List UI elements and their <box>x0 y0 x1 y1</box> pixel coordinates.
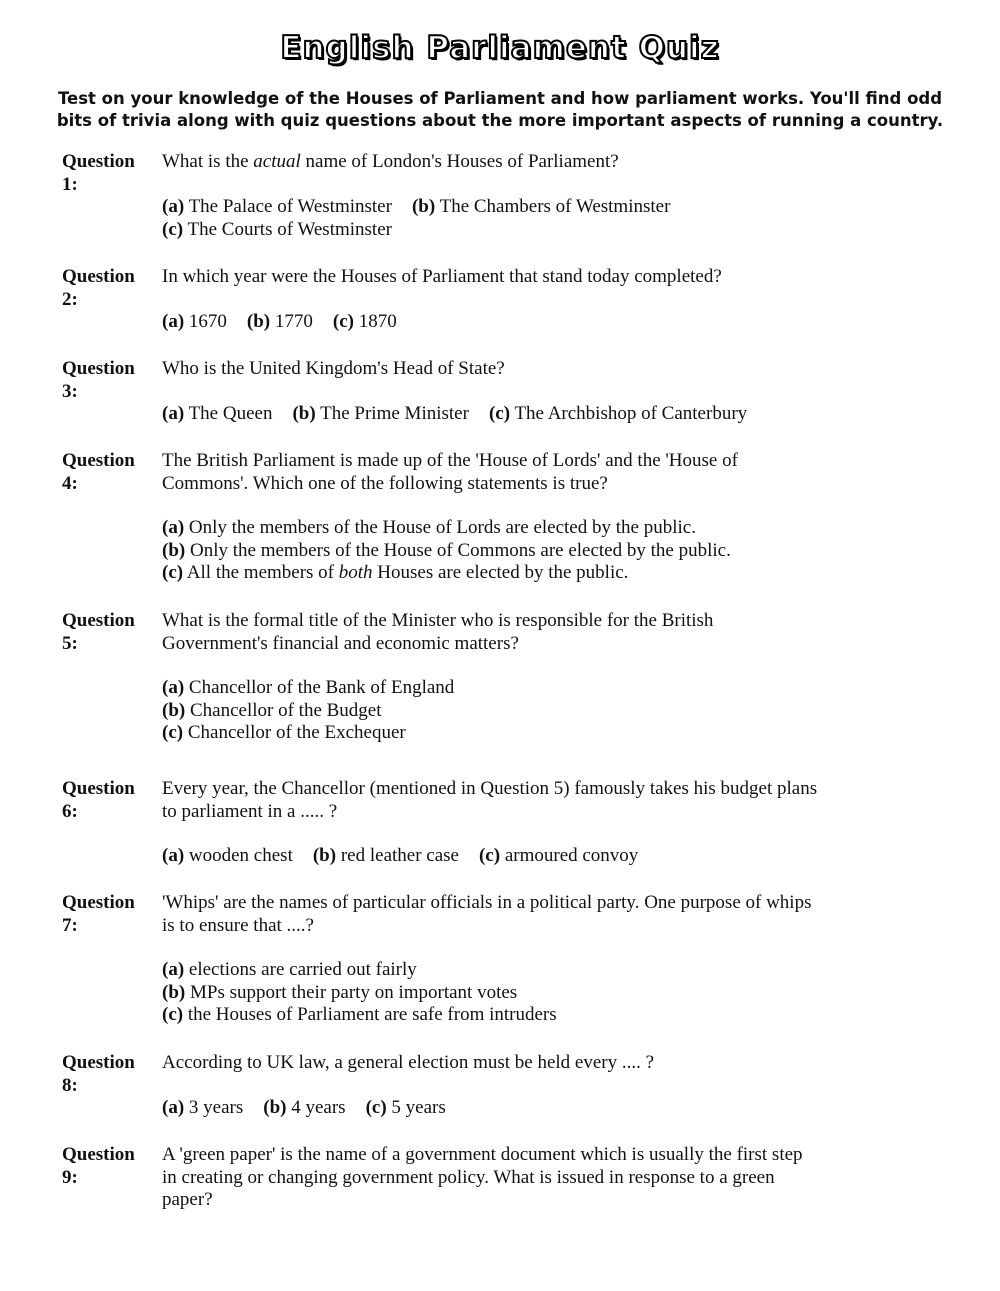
answer-options <box>162 845 822 868</box>
answer-options <box>162 403 822 426</box>
option-b[interactable]: (b) The Prime Minister <box>292 403 469 424</box>
answer-options <box>162 677 822 745</box>
question-label: Question 3: <box>62 358 135 402</box>
option-a[interactable]: (a) The Palace of Westminster <box>162 196 392 217</box>
option-b[interactable]: (b) MPs support their party on important votes <box>162 981 518 1003</box>
option-b[interactable]: (b) The Chambers of Westminster <box>411 196 671 217</box>
option-c[interactable]: (c) All the members of both Houses are elected by the public. <box>162 562 629 584</box>
question-label: Question 5: <box>62 610 135 654</box>
question-label: Question 1: <box>62 151 135 195</box>
question-text: A 'green paper' is the name of a government document which is usually the first step in creating or changing government policy. What is issued in response to a green paper? <box>162 1144 803 1211</box>
question-label: Question 9: <box>62 1144 135 1188</box>
question-label: Question 2: <box>62 266 135 310</box>
question-text: According to UK law, a general election must be held every .... ? <box>162 1052 655 1073</box>
option-a[interactable]: (a) wooden chest <box>162 845 293 866</box>
answer-options <box>162 1097 822 1120</box>
quiz-intro: Test on your knowledge of the Houses of Parliament and how parliament works. You'll find odd bits of trivia along with quiz questions about the more important aspects of running a country. <box>56 89 944 130</box>
question-text: Every year, the Chancellor (mentioned in Question 5) famously takes his budget plans to parliament in a ..... ? <box>162 778 818 822</box>
option-c[interactable]: (c) The Archbishop of Canterbury <box>488 403 748 424</box>
option-b[interactable]: (b) red leather case <box>312 845 459 866</box>
option-b[interactable]: (b) Chancellor of the Budget <box>162 699 382 721</box>
option-b[interactable]: (b) Only the members of the House of Commons are elected by the public. <box>162 539 731 561</box>
question-label: Question 6: <box>62 778 135 822</box>
question-text: What is the formal title of the Minister who is responsible for the British Government's financial and economic matters? <box>162 610 714 654</box>
option-c[interactable]: (c) The Courts of Westminster <box>162 218 392 240</box>
option-a[interactable]: (a) Only the members of the House of Lords are elected by the public. <box>162 517 696 538</box>
question-text: 'Whips' are the names of particular officials in a political party. One purpose of whips is to ensure that ....? <box>162 892 812 936</box>
question-label: Question 4: <box>62 450 135 494</box>
option-b[interactable]: (b) 1770 <box>246 311 313 332</box>
option-a[interactable]: (a) elections are carried out fairly <box>162 959 417 980</box>
answer-options <box>162 196 822 241</box>
quiz-title: English Parliament Quiz <box>280 30 720 66</box>
option-c[interactable]: (c) the Houses of Parliament are safe from intruders <box>162 1004 557 1026</box>
option-c[interactable]: (c) Chancellor of the Exchequer <box>162 722 406 744</box>
option-b[interactable]: (b) 4 years <box>263 1097 346 1118</box>
option-c[interactable]: (c) 1870 <box>332 311 397 332</box>
question-text: The British Parliament is made up of the 'House of Lords' and the 'House of Commons'. Which one of the following statements is true? <box>162 450 738 494</box>
option-a[interactable]: (a) 1670 <box>162 311 227 332</box>
answer-options <box>162 517 822 585</box>
option-a[interactable]: (a) The Queen <box>162 403 273 424</box>
option-c[interactable]: (c) armoured convoy <box>478 845 639 866</box>
option-a[interactable]: (a) 3 years <box>162 1097 244 1118</box>
question-text: Who is the United Kingdom's Head of State? <box>162 358 505 379</box>
answer-options <box>162 311 822 334</box>
question-text: What is the actual name of London's Houses of Parliament? <box>162 151 619 172</box>
option-c[interactable]: (c) 5 years <box>365 1097 446 1118</box>
answer-options <box>162 959 822 1027</box>
question-label: Question 8: <box>62 1052 135 1096</box>
option-a[interactable]: (a) Chancellor of the Bank of England <box>162 677 455 698</box>
question-text: In which year were the Houses of Parliament that stand today completed? <box>162 266 722 287</box>
question-label: Question 7: <box>62 892 135 936</box>
